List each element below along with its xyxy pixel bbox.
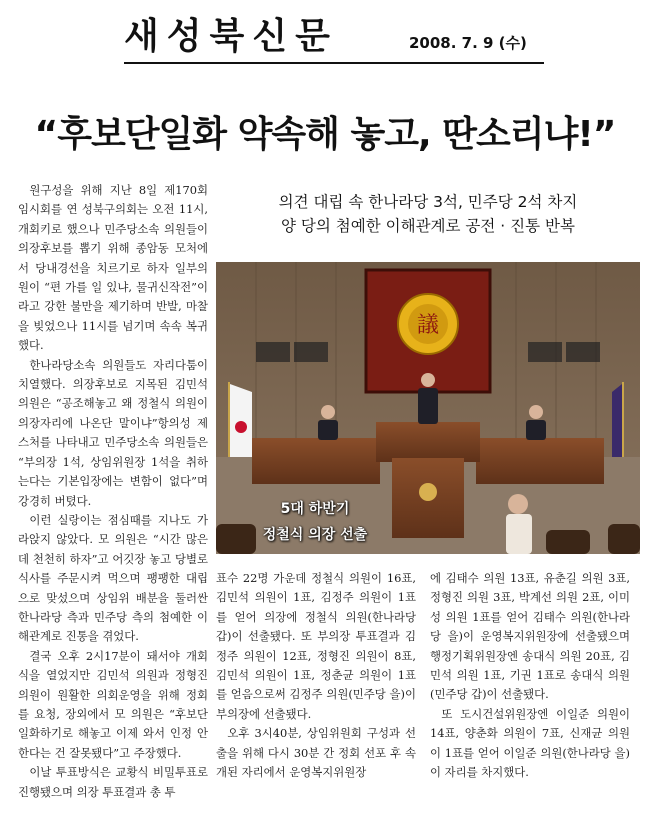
- paragraph: 결국 오후 2시17분이 돼서야 개회식을 열었지만 김민석 의원과 정형진 의원이 원활한 의회운영을 위해 정회를 요청, 장외에서 모 의원은 “후보단일화하기로 해놓고 이제 와서 인정 안 한다는 건 잘못됐다”고 주장했다.: [18, 648, 208, 760]
- paragraph: 또 도시건설위원장엔 이일준 의원이 14표, 양춘화 의원이 7표, 신재균 의원이 1표를 얻어 이일준 의원(한나라당 을)이 자리를 차지했다.: [430, 706, 630, 780]
- masthead: [124, 6, 564, 68]
- caption-line: 정철식 의장 선출: [262, 527, 368, 543]
- paragraph: 한나라당소속 의원들도 자리다툼이 치열했다. 의장후보로 지목된 김민석 의원은 “공조해놓고 왜 정철식 의원이 의장자리에 나온단 말이냐”항의성 제스처를 나타내고 민주당소속 의원들은 “부의장 1석, 상임위원장 1석을 취하는다는 기본입장에는 변함이 없다”며 강경히 버텼다.: [18, 357, 208, 508]
- sub-headline-line: 의견 대립 속 한나라당 3석, 민주당 2석 차지: [278, 193, 578, 211]
- issue-date: 2008. 7. 9 (수): [409, 34, 527, 52]
- masthead-rule: [124, 62, 544, 64]
- paragraph: 이날 투표방식은 교황식 비밀투표로 진행됐으며 의장 투표결과 총 투: [18, 765, 208, 799]
- caption-line: 5대 하반기: [280, 501, 350, 517]
- article-column-middle: [216, 569, 416, 782]
- paragraph: 에 김태수 의원 13표, 유춘길 의원 3표, 정형진 의원 3표, 박계선 의원 2표, 이미성 의원 1표를 얻어 김태수 의원(한나라당 을)이 운영복지위원장에 선출됐으며 행정기획위원장엔 송대식 의원 20표, 김민석 의원 1표, 기권 1표로 송대식 의원(민주당 갑)이 선출됐다.: [430, 571, 630, 702]
- left-desk: [252, 438, 380, 484]
- paragraph: 이런 실랑이는 점심때를 지나도 가라앉지 않았다. 모 의원은 “시간 많은데 천천히 하자”고 어깃장 놓고 당별로 식사를 주문시켜 먹으며 팽팽한 대립으로 맞섰으며 상임위 배분을 둘러싼 한나라당 측과 민주당 측의 첨예한 이해관계로 진통을 겪었다.: [18, 512, 208, 644]
- paragraph: 오후 3시40분, 상임위원회 구성과 선출을 위해 다시 30분 간 정회 선포 후 속개된 자리에서 운영복지위원장: [216, 726, 416, 780]
- sub-headline: [218, 190, 638, 238]
- emblem-char: 議: [416, 313, 440, 338]
- sub-headline-line: 양 당의 첨예한 이해관계로 공전 · 진통 반복: [281, 217, 575, 235]
- paragraph: 원구성을 위해 지난 8일 제170회 임시회를 연 성북구의회는 오전 11시, 개회키로 했으나 민주당소속 의원들이 의장후보를 뽑기 위해 종암동 모처에서 당내경선을 치르기로 하자 일부의원이 “편 가를 일 있냐, 물귀신작전”이라고 강한 불만을 제기하며 반발, 마찰을 빚었으나 11시를 넘기며 속속 복귀했다.: [18, 183, 208, 353]
- council-emblem: [398, 294, 458, 354]
- chair-desk: [376, 422, 480, 462]
- headline: “후보단일화 약속해 놓고, 딴소리냐!”: [34, 114, 616, 155]
- article-column-right: [430, 569, 630, 782]
- right-desk: [476, 438, 604, 484]
- paragraph: 표수 22명 가운데 정철식 의원이 16표, 김민석 의원이 1표, 김정주 의원이 1표를 얻어 의장에 정철식 의원(한나라당 갑)이 선출됐다. 또 부의장 투표결과 김정주 의원이 12표, 정형진 의원이 8표, 김민석 의원이 1표, 정춘균 의원이 1표를 얻음으로써 김정주 의원(민주당 을)이 부의장에 선출됐다.: [216, 571, 416, 721]
- article-column-left: [18, 181, 208, 802]
- photo-caption: [250, 496, 380, 548]
- newspaper-name: 새성북신문: [124, 16, 338, 57]
